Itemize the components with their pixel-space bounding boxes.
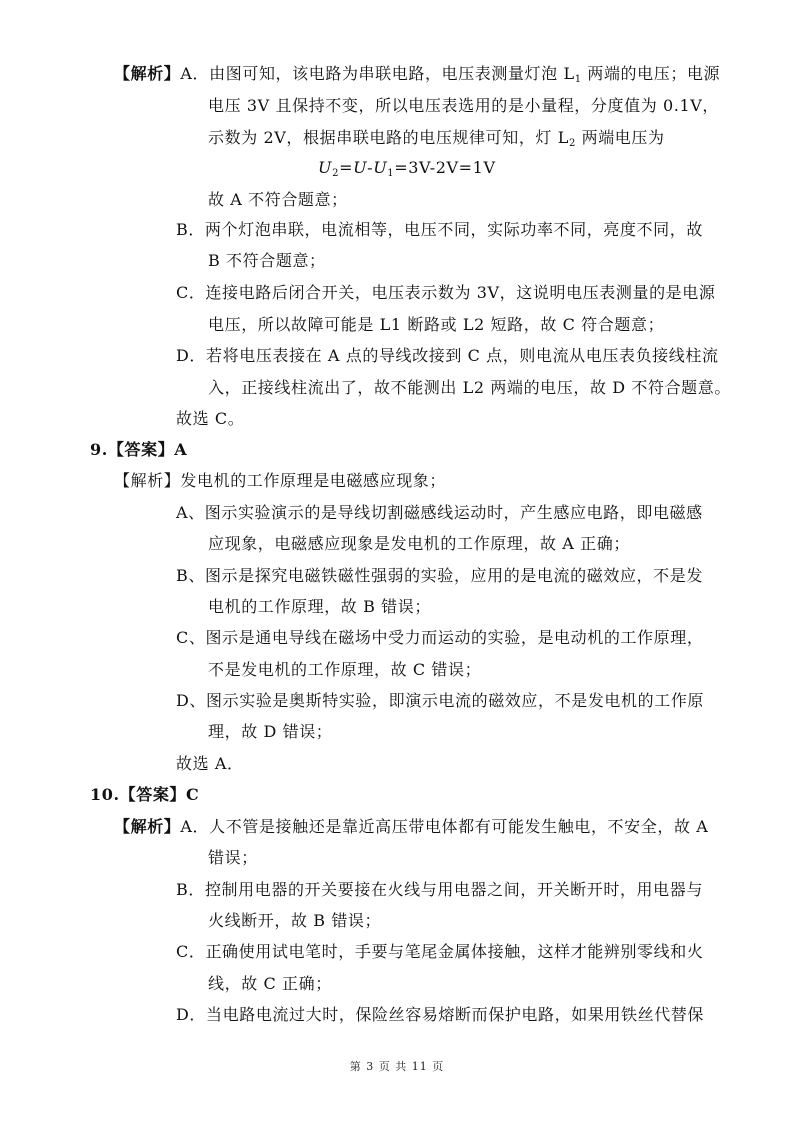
q9-analysis-line: 【解析】发电机的工作原理是电磁感应现象； — [114, 471, 447, 490]
q8-option-a-line-2: 电压 3V 且保持不变，所以电压表选用的是小量程，分度值为 0.1V， — [208, 96, 719, 115]
q9-conclusion: 故选 A． — [176, 754, 244, 773]
q9-option-a-line-2: 应现象，电磁感应现象是发电机的工作原理，故 A 正确； — [208, 534, 630, 553]
formula-sub: 2 — [332, 168, 340, 179]
q10-answer-header: 10.【答案】C — [90, 785, 200, 804]
q8-option-b-line-1: B．两个灯泡串联，电流相等，电压不同，实际功率不同，亮度不同，故 — [176, 220, 703, 239]
q8-option-a-line-3-tail: 两端电压为 — [575, 128, 665, 147]
q8-option-c-line-1: C．连接电路后闭合开关，电压表示数为 3V，这说明电压表测量的是电源 — [176, 283, 716, 302]
q8-option-a-line-3-text: 示数为 2V，根据串联电路的电压规律可知，灯 L — [208, 128, 569, 147]
q8-option-d-line-1: D．若将电压表接在 A 点的导线改接到 C 点，则电流从电压表负接线柱流 — [176, 346, 719, 365]
formula-minus: - — [367, 158, 374, 177]
q10-option-a-text: A．人不管是接触还是靠近高压带电体都有可能发生触电，不安全，故 A — [180, 817, 709, 836]
q8-analysis-line-1 — [114, 64, 720, 84]
q9-option-b-line-2: 电机的工作原理，故 B 错误； — [208, 597, 431, 616]
q9-option-d-line-2: 理，故 D 错误； — [208, 722, 333, 741]
q8-formula — [318, 158, 496, 178]
q8-option-d-line-2: 入，正接线柱流出了，故不能测出 L2 两端的电压，故 D 不符合题意。 — [208, 378, 731, 397]
q10-option-b-line-1: B．控制用电器的开关要接在火线与用电器之间，开关断开时，用电器与 — [176, 880, 703, 899]
q10-analysis-line-1 — [114, 817, 708, 837]
q8-option-a-tail: 两端的电压；电源 — [581, 64, 721, 83]
q9-answer-header: 9.【答案】A — [90, 440, 188, 459]
q9-option-d-line-1: D、图示实验是奥斯特实验，即演示电流的磁效应，不是发电机的工作原 — [176, 691, 705, 710]
q8-option-c-line-2: 电压，所以故障可能是 L1 断路或 L2 短路，故 C 符合题意； — [208, 315, 665, 334]
q9-option-b-line-1: B、图示是探究电磁铁磁性强弱的实验，应用的是电流的磁效应，不是发 — [176, 566, 703, 585]
q9-option-c-line-1: C、图示是通电导线在磁场中受力而运动的实验，是电动机的工作原理， — [176, 628, 704, 647]
q8-subscript: 2 — [568, 138, 576, 149]
formula-eq: = — [339, 158, 354, 177]
formula-sub: 1 — [387, 168, 395, 179]
q8-option-a-line-3 — [208, 128, 665, 148]
formula-rest: =3V-2V=1V — [394, 158, 496, 177]
q10-option-b-line-2: 火线断开，故 B 错误； — [208, 911, 382, 930]
q9-option-c-line-2: 不是发电机的工作原理，故 C 错误； — [208, 660, 482, 679]
formula-var: U — [353, 158, 368, 177]
q10-option-c-line-2: 线，故 C 正确； — [208, 974, 332, 993]
q8-option-b-line-2: B 不符合题意； — [208, 251, 326, 270]
q8-analysis-label: 【解析】 — [114, 64, 181, 83]
formula-var: U — [318, 158, 333, 177]
q8-conclusion: 故选 C。 — [176, 409, 245, 428]
q8-option-a-text: A．由图可知，该电路为串联电路，电压表测量灯泡 L — [180, 64, 575, 83]
q10-option-c-line-1: C．正确使用试电笔时，手要与笔尾金属体接触，这样才能辨别零线和火 — [176, 942, 704, 961]
q8-option-a-line-5: 故 A 不符合题意； — [208, 190, 348, 209]
q10-option-d-line-1: D．当电路电流过大时，保险丝容易熔断而保护电路，如果用铁丝代替保 — [176, 1005, 705, 1024]
q10-option-a-line-2: 错误； — [208, 848, 258, 867]
page-footer: 第 3 页 共 11 页 — [349, 1060, 445, 1073]
q9-option-a-line-1: A、图示实验演示的是导线切割磁感线运动时，产生感应电路，即电磁感 — [176, 503, 703, 522]
q10-analysis-label: 【解析】 — [114, 817, 181, 836]
q8-subscript: 1 — [574, 74, 582, 85]
formula-var: U — [373, 158, 388, 177]
